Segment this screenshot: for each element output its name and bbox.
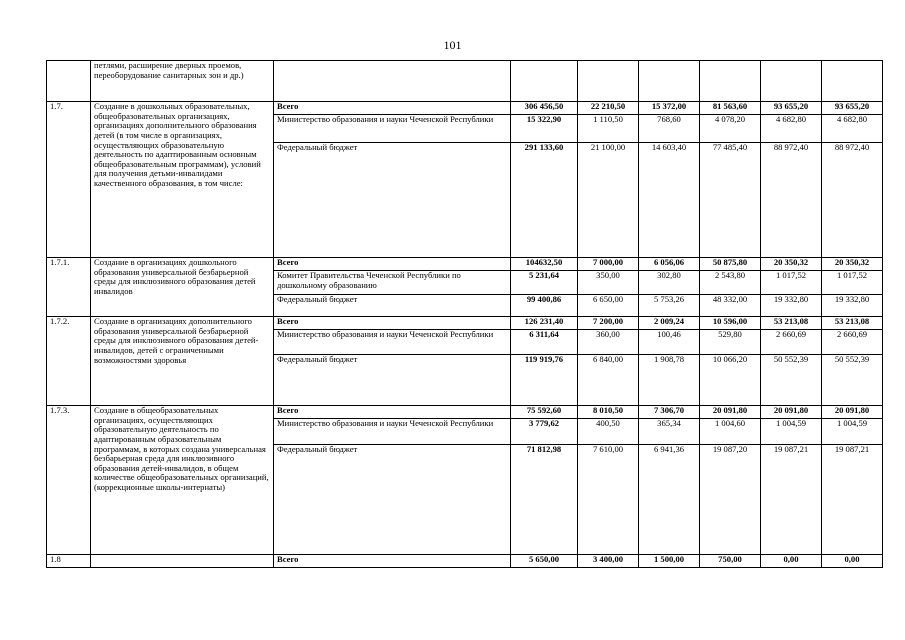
table-row xyxy=(47,61,883,102)
amount-cell: 48 332,00 xyxy=(700,295,761,317)
funding-source: Федеральный бюджет xyxy=(274,355,511,406)
table-row xyxy=(47,258,883,271)
funding-source: Министерство образования и науки Чеченской Республики xyxy=(274,419,511,445)
funding-source: Министерство образования и науки Чеченской Республики xyxy=(274,330,511,355)
amount-cell: 53 213,08 xyxy=(822,317,883,330)
amount-cell: 6 650,00 xyxy=(578,295,639,317)
amount-cell: 0,00 xyxy=(761,555,822,568)
item-description: петлями, расширение дверных проемов, переоборудование санитарных зон и др.) xyxy=(91,61,274,102)
funding-source: Всего xyxy=(274,258,511,271)
amount-cell: 19 087,21 xyxy=(761,445,822,555)
amount-cell: 100,46 xyxy=(639,330,700,355)
amount-cell: 1 004,60 xyxy=(700,419,761,445)
funding-source xyxy=(274,61,511,102)
amount-cell: 6 311,64 xyxy=(511,330,578,355)
amount-cell: 4 682,80 xyxy=(822,115,883,143)
item-description: Создание в организациях дополнительного образования универсальной безбарьерной среды для инклюзивного образования детей-инвалидов, детей с ограниченными возможностями здоровья xyxy=(91,317,274,406)
amount-cell: 302,80 xyxy=(639,271,700,295)
item-description xyxy=(91,555,274,568)
amount-cell: 4 078,20 xyxy=(700,115,761,143)
amount-cell: 350,00 xyxy=(578,271,639,295)
funding-source: Министерство образования и науки Чеченской Республики xyxy=(274,115,511,143)
amount-cell: 1 500,00 xyxy=(639,555,700,568)
budget-table xyxy=(46,60,883,568)
funding-source: Комитет Правительства Чеченской Республики по дошкольному образованию xyxy=(274,271,511,295)
amount-cell: 19 332,80 xyxy=(761,295,822,317)
funding-source: Федеральный бюджет xyxy=(274,143,511,258)
amount-cell: 1 004,59 xyxy=(822,419,883,445)
amount-cell: 291 133,60 xyxy=(511,143,578,258)
amount-cell: 7 610,00 xyxy=(578,445,639,555)
amount-cell: 750,00 xyxy=(700,555,761,568)
amount-cell: 10 596,00 xyxy=(700,317,761,330)
amount-cell: 6 941,36 xyxy=(639,445,700,555)
amount-cell xyxy=(639,61,700,102)
funding-source: Всего xyxy=(274,406,511,419)
amount-cell: 7 000,00 xyxy=(578,258,639,271)
amount-cell: 20 091,80 xyxy=(761,406,822,419)
amount-cell: 7 200,00 xyxy=(578,317,639,330)
amount-cell: 75 592,60 xyxy=(511,406,578,419)
amount-cell xyxy=(511,61,578,102)
amount-cell: 8 010,50 xyxy=(578,406,639,419)
amount-cell: 2 660,69 xyxy=(822,330,883,355)
item-number: 1.7. xyxy=(47,102,91,258)
amount-cell: 22 210,50 xyxy=(578,102,639,115)
amount-cell: 6 056,06 xyxy=(639,258,700,271)
amount-cell: 1 004,59 xyxy=(761,419,822,445)
amount-cell xyxy=(578,61,639,102)
amount-cell: 119 919,76 xyxy=(511,355,578,406)
amount-cell: 21 100,00 xyxy=(578,143,639,258)
amount-cell: 93 655,20 xyxy=(761,102,822,115)
item-description: Создание в общеобразовательных организациях, осуществляющих образовательную деятельность по адаптированным образовательным программам, в которых создана универсальная безбарьерная среда для инклюзивного образования детей-инвалидов, в общем количестве общеобразовательных организаций, (коррекционные школы-интернаты) xyxy=(91,406,274,555)
item-number: 1.7.3. xyxy=(47,406,91,555)
amount-cell: 20 091,80 xyxy=(700,406,761,419)
amount-cell: 6 840,00 xyxy=(578,355,639,406)
amount-cell: 1 017,52 xyxy=(761,271,822,295)
amount-cell xyxy=(700,61,761,102)
amount-cell: 365,34 xyxy=(639,419,700,445)
amount-cell: 7 306,70 xyxy=(639,406,700,419)
amount-cell: 4 682,80 xyxy=(761,115,822,143)
funding-source: Всего xyxy=(274,555,511,568)
amount-cell: 15 372,00 xyxy=(639,102,700,115)
amount-cell: 81 563,60 xyxy=(700,102,761,115)
amount-cell: 2 543,80 xyxy=(700,271,761,295)
amount-cell xyxy=(822,61,883,102)
amount-cell: 1 908,78 xyxy=(639,355,700,406)
amount-cell: 2 009,24 xyxy=(639,317,700,330)
page-number: 101 xyxy=(443,38,462,52)
amount-cell: 2 660,69 xyxy=(761,330,822,355)
amount-cell: 0,00 xyxy=(822,555,883,568)
amount-cell: 20 091,80 xyxy=(822,406,883,419)
amount-cell: 3 400,00 xyxy=(578,555,639,568)
amount-cell: 360,00 xyxy=(578,330,639,355)
table-row xyxy=(47,317,883,330)
item-number: 1.7.2. xyxy=(47,317,91,406)
amount-cell: 15 322,90 xyxy=(511,115,578,143)
item-number: 1.7.1. xyxy=(47,258,91,317)
amount-cell: 99 400,86 xyxy=(511,295,578,317)
amount-cell: 5 650,00 xyxy=(511,555,578,568)
item-description: Создание в дошкольных образовательных, общеобразовательных организациях, организациях дополнительного образования детей (в том числе в организациях, осуществляющих образовательную деятельность по адаптированным основным общеобразовательным программам), условий для получения детьми-инвалидами качественного образования, в том числе: xyxy=(91,102,274,258)
amount-cell: 1 017,52 xyxy=(822,271,883,295)
item-number xyxy=(47,61,91,102)
amount-cell: 20 350,32 xyxy=(761,258,822,271)
table-row xyxy=(47,102,883,115)
amount-cell: 5 231,64 xyxy=(511,271,578,295)
amount-cell: 50 552,39 xyxy=(761,355,822,406)
table-row xyxy=(47,555,883,568)
item-description: Создание в организациях дошкольного образования универсальной безбарьерной среды для инклюзивного образования детей инвалидов xyxy=(91,258,274,317)
amount-cell: 19 087,21 xyxy=(822,445,883,555)
amount-cell: 1 110,50 xyxy=(578,115,639,143)
amount-cell: 768,60 xyxy=(639,115,700,143)
amount-cell: 3 779,62 xyxy=(511,419,578,445)
amount-cell xyxy=(761,61,822,102)
amount-cell: 10 066,20 xyxy=(700,355,761,406)
amount-cell: 14 603,40 xyxy=(639,143,700,258)
amount-cell: 126 231,40 xyxy=(511,317,578,330)
amount-cell: 529,80 xyxy=(700,330,761,355)
amount-cell: 77 485,40 xyxy=(700,143,761,258)
funding-source: Всего xyxy=(274,317,511,330)
amount-cell: 50 875,80 xyxy=(700,258,761,271)
funding-source: Федеральный бюджет xyxy=(274,295,511,317)
funding-source: Федеральный бюджет xyxy=(274,445,511,555)
amount-cell: 20 350,32 xyxy=(822,258,883,271)
amount-cell: 93 655,20 xyxy=(822,102,883,115)
funding-source: Всего xyxy=(274,102,511,115)
amount-cell: 88 972,40 xyxy=(761,143,822,258)
amount-cell: 53 213,08 xyxy=(761,317,822,330)
amount-cell: 5 753,26 xyxy=(639,295,700,317)
amount-cell: 104632,50 xyxy=(511,258,578,271)
item-number: 1.8 xyxy=(47,555,91,568)
table-row xyxy=(47,406,883,419)
amount-cell: 306 456,50 xyxy=(511,102,578,115)
amount-cell: 19 087,20 xyxy=(700,445,761,555)
amount-cell: 50 552,39 xyxy=(822,355,883,406)
amount-cell: 88 972,40 xyxy=(822,143,883,258)
amount-cell: 400,50 xyxy=(578,419,639,445)
amount-cell: 71 812,98 xyxy=(511,445,578,555)
amount-cell: 19 332,80 xyxy=(822,295,883,317)
